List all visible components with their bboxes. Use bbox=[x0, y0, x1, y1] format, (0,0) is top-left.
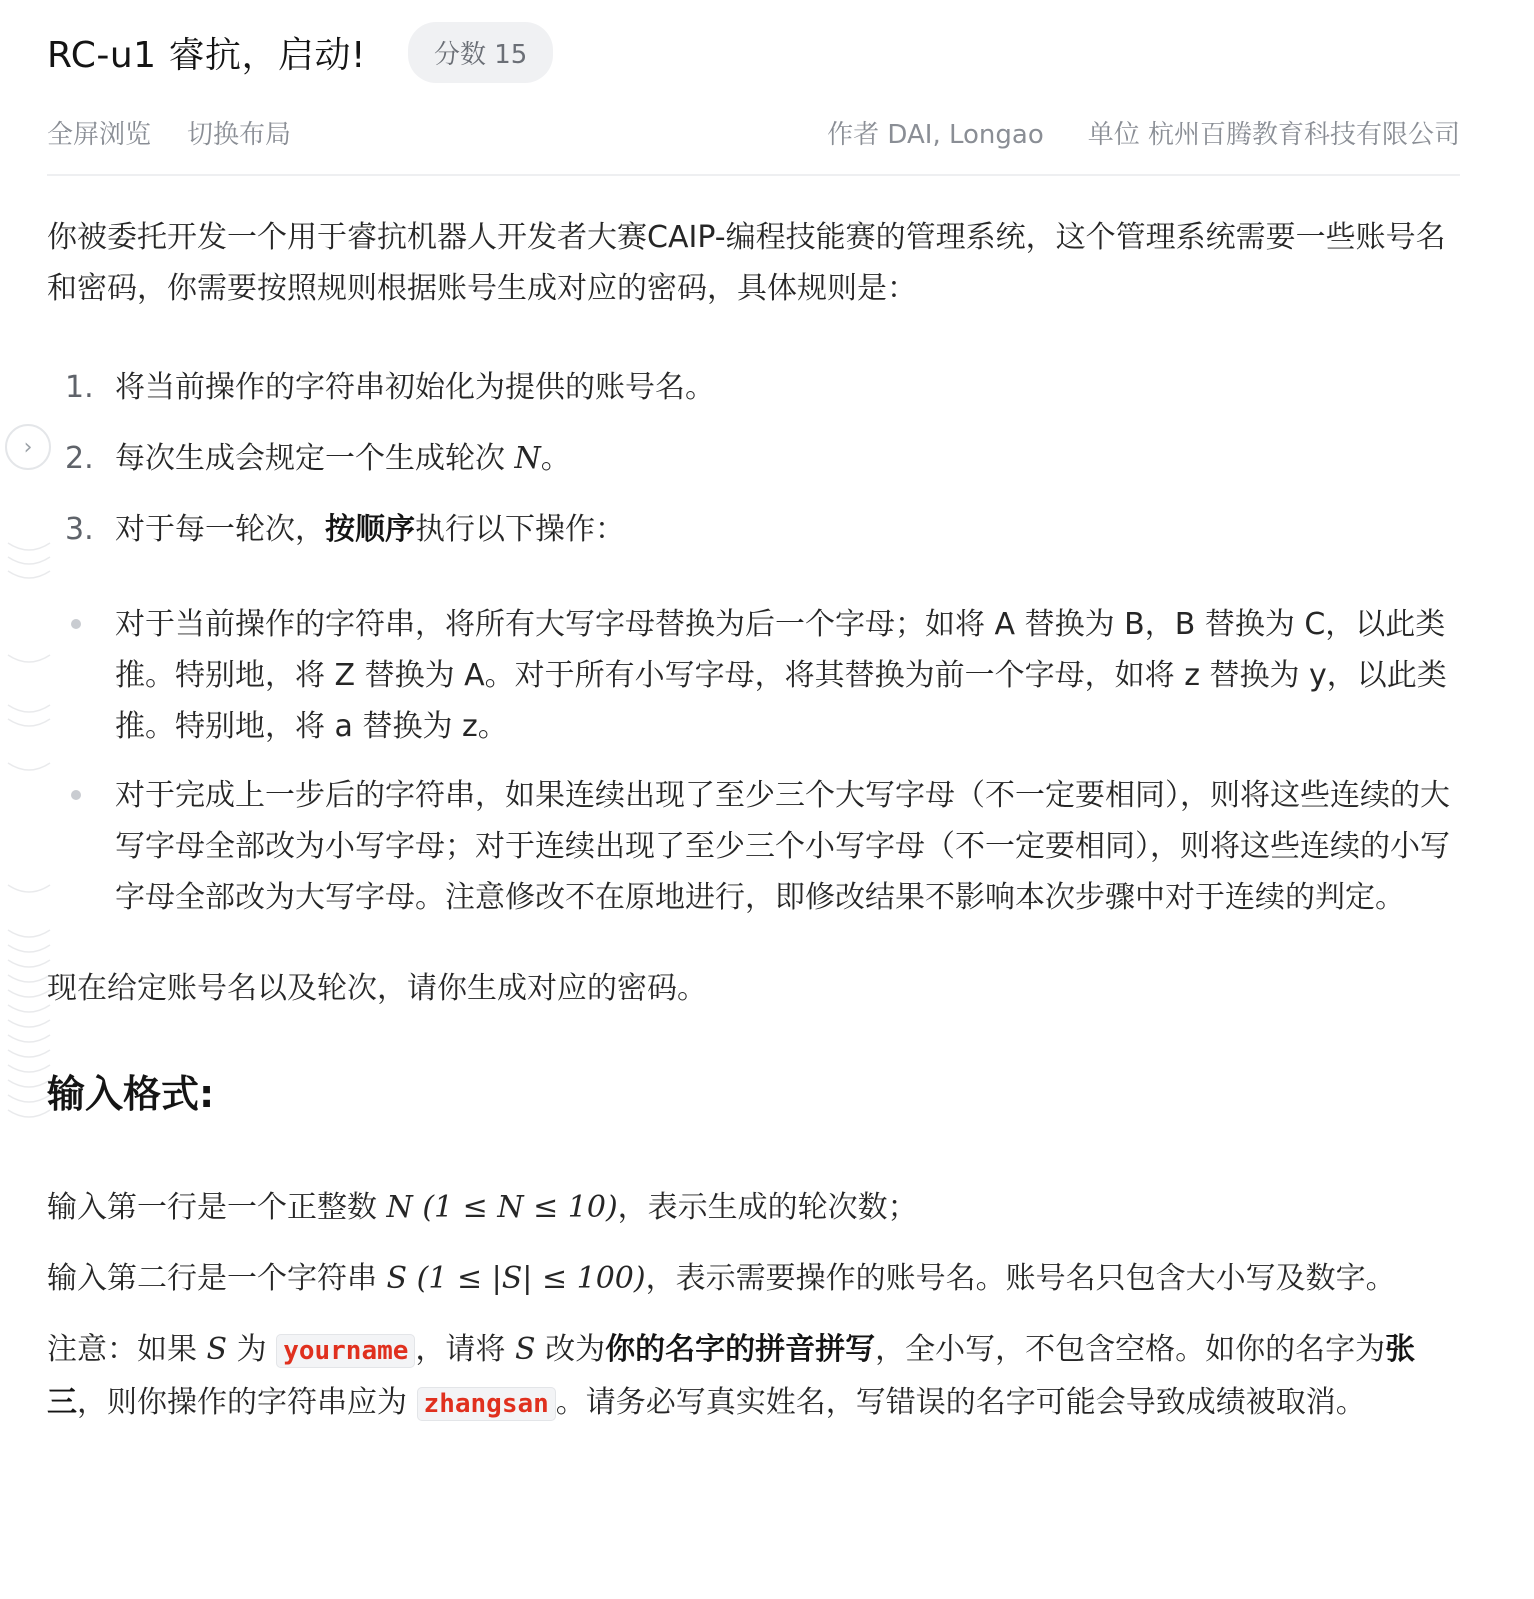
task-paragraph: 现在给定账号名以及轮次，请你生成对应的密码。 bbox=[47, 971, 707, 1006]
problem-page bbox=[47, 0, 1460, 1430]
list-item bbox=[47, 770, 1460, 923]
input-line-1: 输入第一行是一个正整数 N (1 ≤ N ≤ 10)，表示生成的轮次数； bbox=[47, 1190, 918, 1225]
step-number: 3. bbox=[65, 512, 94, 547]
fullscreen-link[interactable]: 全屏浏览 bbox=[47, 119, 152, 150]
bold-text: 按顺序 bbox=[325, 512, 415, 547]
problem-content bbox=[47, 212, 1460, 1430]
step-text: 执行以下操作： bbox=[415, 512, 625, 547]
rules-list bbox=[47, 599, 1460, 923]
switch-layout-link[interactable]: 切换布局 bbox=[187, 119, 292, 150]
problem-title: RC-u1 睿抗，启动! bbox=[47, 34, 366, 76]
list-item bbox=[47, 362, 1460, 413]
bold-text: 你的名字的拼音拼写 bbox=[605, 1332, 876, 1367]
step-text: 将当前操作的字符串初始化为提供的账号名。 bbox=[115, 370, 715, 405]
list-item bbox=[47, 599, 1460, 752]
step-text: 。 bbox=[540, 441, 571, 476]
inline-code: zhangsan bbox=[417, 1387, 556, 1421]
meta-row bbox=[47, 104, 1460, 176]
chevron-right-icon: › bbox=[23, 434, 33, 460]
sidebar-toggle-button[interactable] bbox=[5, 424, 51, 470]
math-expression: N (1 ≤ N ≤ 10) bbox=[386, 1190, 618, 1225]
list-item bbox=[47, 433, 1460, 484]
math-variable: N bbox=[514, 441, 541, 476]
input-line-2: 输入第二行是一个字符串 S (1 ≤ |S| ≤ 100)，表示需要操作的账号名。账号名只包含大小写及数字。 bbox=[47, 1261, 1396, 1296]
math-variable: S bbox=[206, 1332, 228, 1367]
bullet-text: 对于完成上一步后的字符串，如果连续出现了至少三个大写字母（不一定要相同），则将这些连续的大写字母全部改为小写字母；对于连续出现了至少三个小写字母（不一定要相同），则将这些连续的小写字母全部改为大写字母。注意修改不在原地进行，即修改结果不影响本次步骤中对于连续的判定。 bbox=[115, 778, 1450, 915]
step-text: 每次生成会规定一个生成轮次 bbox=[115, 441, 515, 476]
inline-code: yourname bbox=[276, 1334, 415, 1368]
organization-info: 单位 杭州百腾教育科技有限公司 bbox=[1087, 119, 1460, 150]
math-variable: S bbox=[514, 1332, 536, 1367]
note-paragraph: 注意：如果 S 为 yourname ，请将 S 改为你的名字的拼音拼写，全小写，不包含空格。如你的名字为张三，则你操作的字符串应为 zhangsan 。请务必写真实姓名，写错误的名字可能会导致成绩被取消。 bbox=[47, 1332, 1416, 1420]
intro-paragraph: 你被委托开发一个用于睿抗机器人开发者大赛CAIP-编程技能赛的管理系统，这个管理系统需要一些账号名和密码，你需要按照规则根据账号生成对应的密码，具体规则是： bbox=[47, 220, 1446, 306]
step-text: 对于每一轮次， bbox=[115, 512, 325, 547]
step-number: 2. bbox=[65, 441, 94, 476]
author-info: 作者 DAI, Longao bbox=[827, 119, 1044, 150]
input-format-heading: 输入格式: bbox=[47, 1072, 215, 1116]
title-row bbox=[47, 0, 1460, 104]
math-expression: S (1 ≤ |S| ≤ 100) bbox=[386, 1261, 646, 1296]
step-number: 1. bbox=[65, 370, 94, 405]
list-item bbox=[47, 504, 1460, 555]
bullet-text: 对于当前操作的字符串，将所有大写字母替换为后一个字母；如将 A 替换为 B，B 替换为 C，以此类推。特别地，将 Z 替换为 A。对于所有小写字母，将其替换为前一个字母，如将 z 替换为 y，以此类推。特别地，将 a 替换为 z。 bbox=[115, 607, 1447, 744]
bullet-dot bbox=[71, 619, 81, 629]
steps-list bbox=[47, 362, 1460, 555]
score-badge: 分数 15 bbox=[408, 22, 553, 83]
bold-text: 张三 bbox=[47, 1332, 1416, 1420]
bullet-dot bbox=[71, 790, 81, 800]
